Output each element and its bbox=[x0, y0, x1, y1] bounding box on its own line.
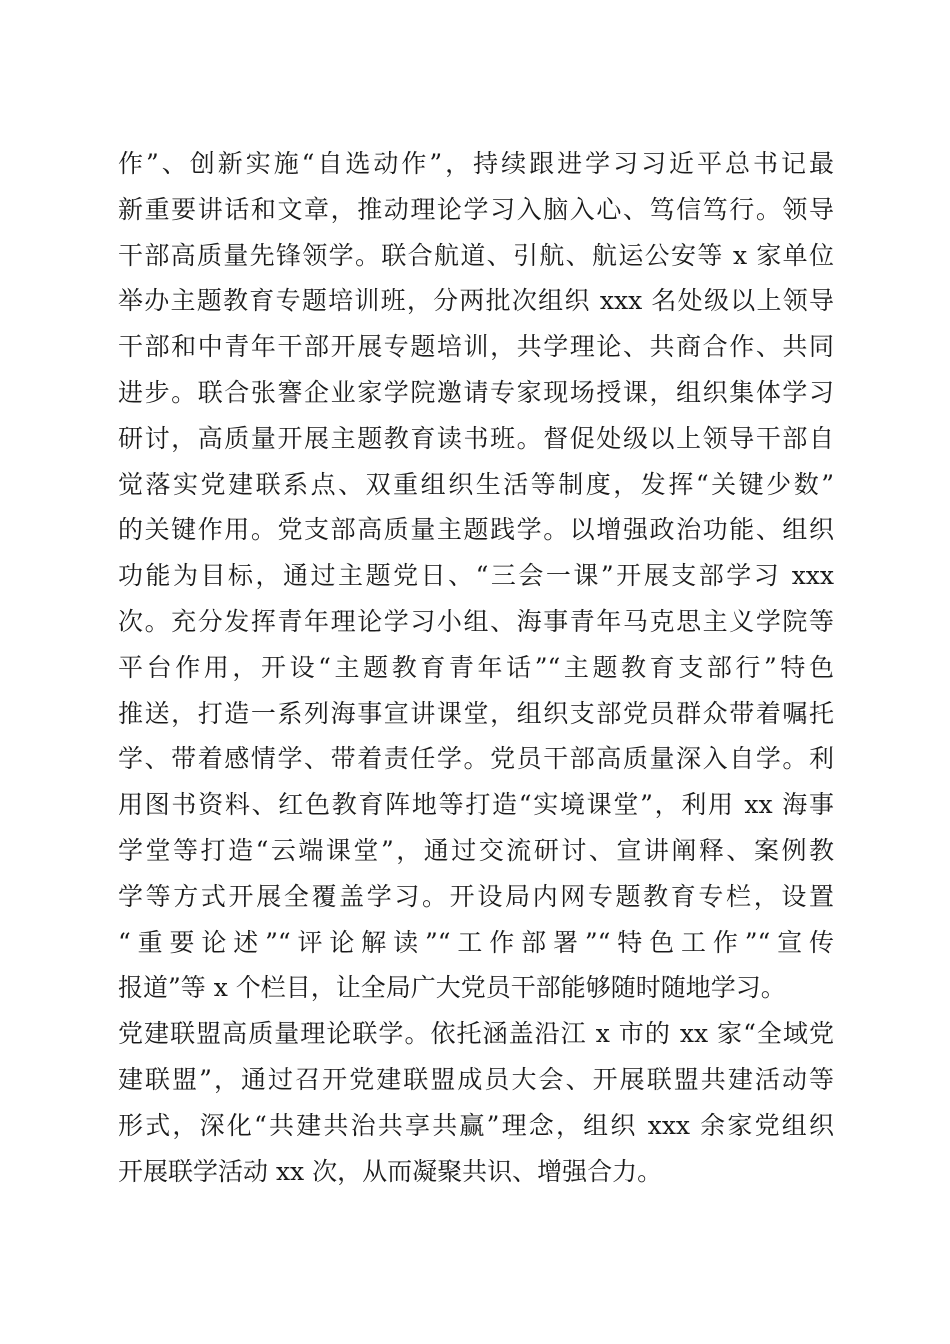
text-line: 平台作用，开设“主题教育青年话”“主题教育支部行”特色 bbox=[118, 652, 834, 682]
text-line: 干部和中青年干部开展专题培训，共学理论、共商合作、共同 bbox=[118, 332, 834, 362]
text-line: 的关键作用。党支部高质量主题践学。以增强政治功能、组织 bbox=[118, 515, 834, 545]
text-line: 形式，深化“共建共治共享共赢”理念，组织 xxx 余家党组织 bbox=[118, 1110, 834, 1140]
text-line: 干部高质量先锋领学。联合航道、引航、航运公安等 x 家单位 bbox=[118, 240, 834, 270]
text-line: 次。充分发挥青年理论学习小组、海事青年马克思主义学院等 bbox=[118, 606, 834, 636]
text-line: 学堂等打造“云端课堂”，通过交流研讨、宣讲阐释、案例教 bbox=[118, 835, 834, 865]
text-line: 作”、创新实施“自选动作”，持续跟进学习习近平总书记最 bbox=[118, 149, 834, 178]
text-line: 举办主题教育专题培训班，分两批次组织 xxx 名处级以上领导 bbox=[118, 286, 834, 316]
text-line: 新重要讲话和文章，推动理论学习入脑入心、笃信笃行。领导 bbox=[118, 194, 834, 224]
text-line: 学、带着感情学、带着责任学。党员干部高质量深入自学。利 bbox=[118, 744, 834, 774]
text-line: 开展联学活动 xx 次，从而凝聚共识、增强合力。 bbox=[118, 1156, 663, 1186]
text-line: 建联盟”，通过召开党建联盟成员大会、开展联盟共建活动等 bbox=[118, 1064, 834, 1094]
text-line: 研讨，高质量开展主题教育读书班。督促处级以上领导干部自 bbox=[118, 423, 834, 453]
document-body bbox=[118, 141, 834, 1194]
text-line: 用图书资料、红色教育阵地等打造“实境课堂”，利用 xx 海事 bbox=[118, 790, 834, 820]
text-line: 功能为目标，通过主题党日、“三会一课”开展支部学习 xxx bbox=[118, 561, 834, 591]
text-line: 党建联盟高质量理论联学。依托涵盖沿江 x 市的 xx 家“全域党 bbox=[118, 1019, 834, 1049]
text-line: 报道”等 x 个栏目，让全局广大党员干部能够随时随地学习。 bbox=[118, 973, 786, 1003]
text-line: 进步。联合张謇企业家学院邀请专家现场授课，组织集体学习 bbox=[118, 377, 834, 407]
text-line: 推送，打造一系列海事宣讲课堂，组织支部党员群众带着嘱托 bbox=[118, 698, 834, 728]
text-line: 学等方式开展全覆盖学习。开设局内网专题教育专栏，设置 bbox=[118, 881, 834, 911]
text-line: 觉落实党建联系点、双重组织生活等制度，发挥“关键少数” bbox=[118, 469, 834, 499]
text-line: “重要论述”“评论解读”“工作部署”“特色工作”“宣传 bbox=[118, 927, 834, 957]
